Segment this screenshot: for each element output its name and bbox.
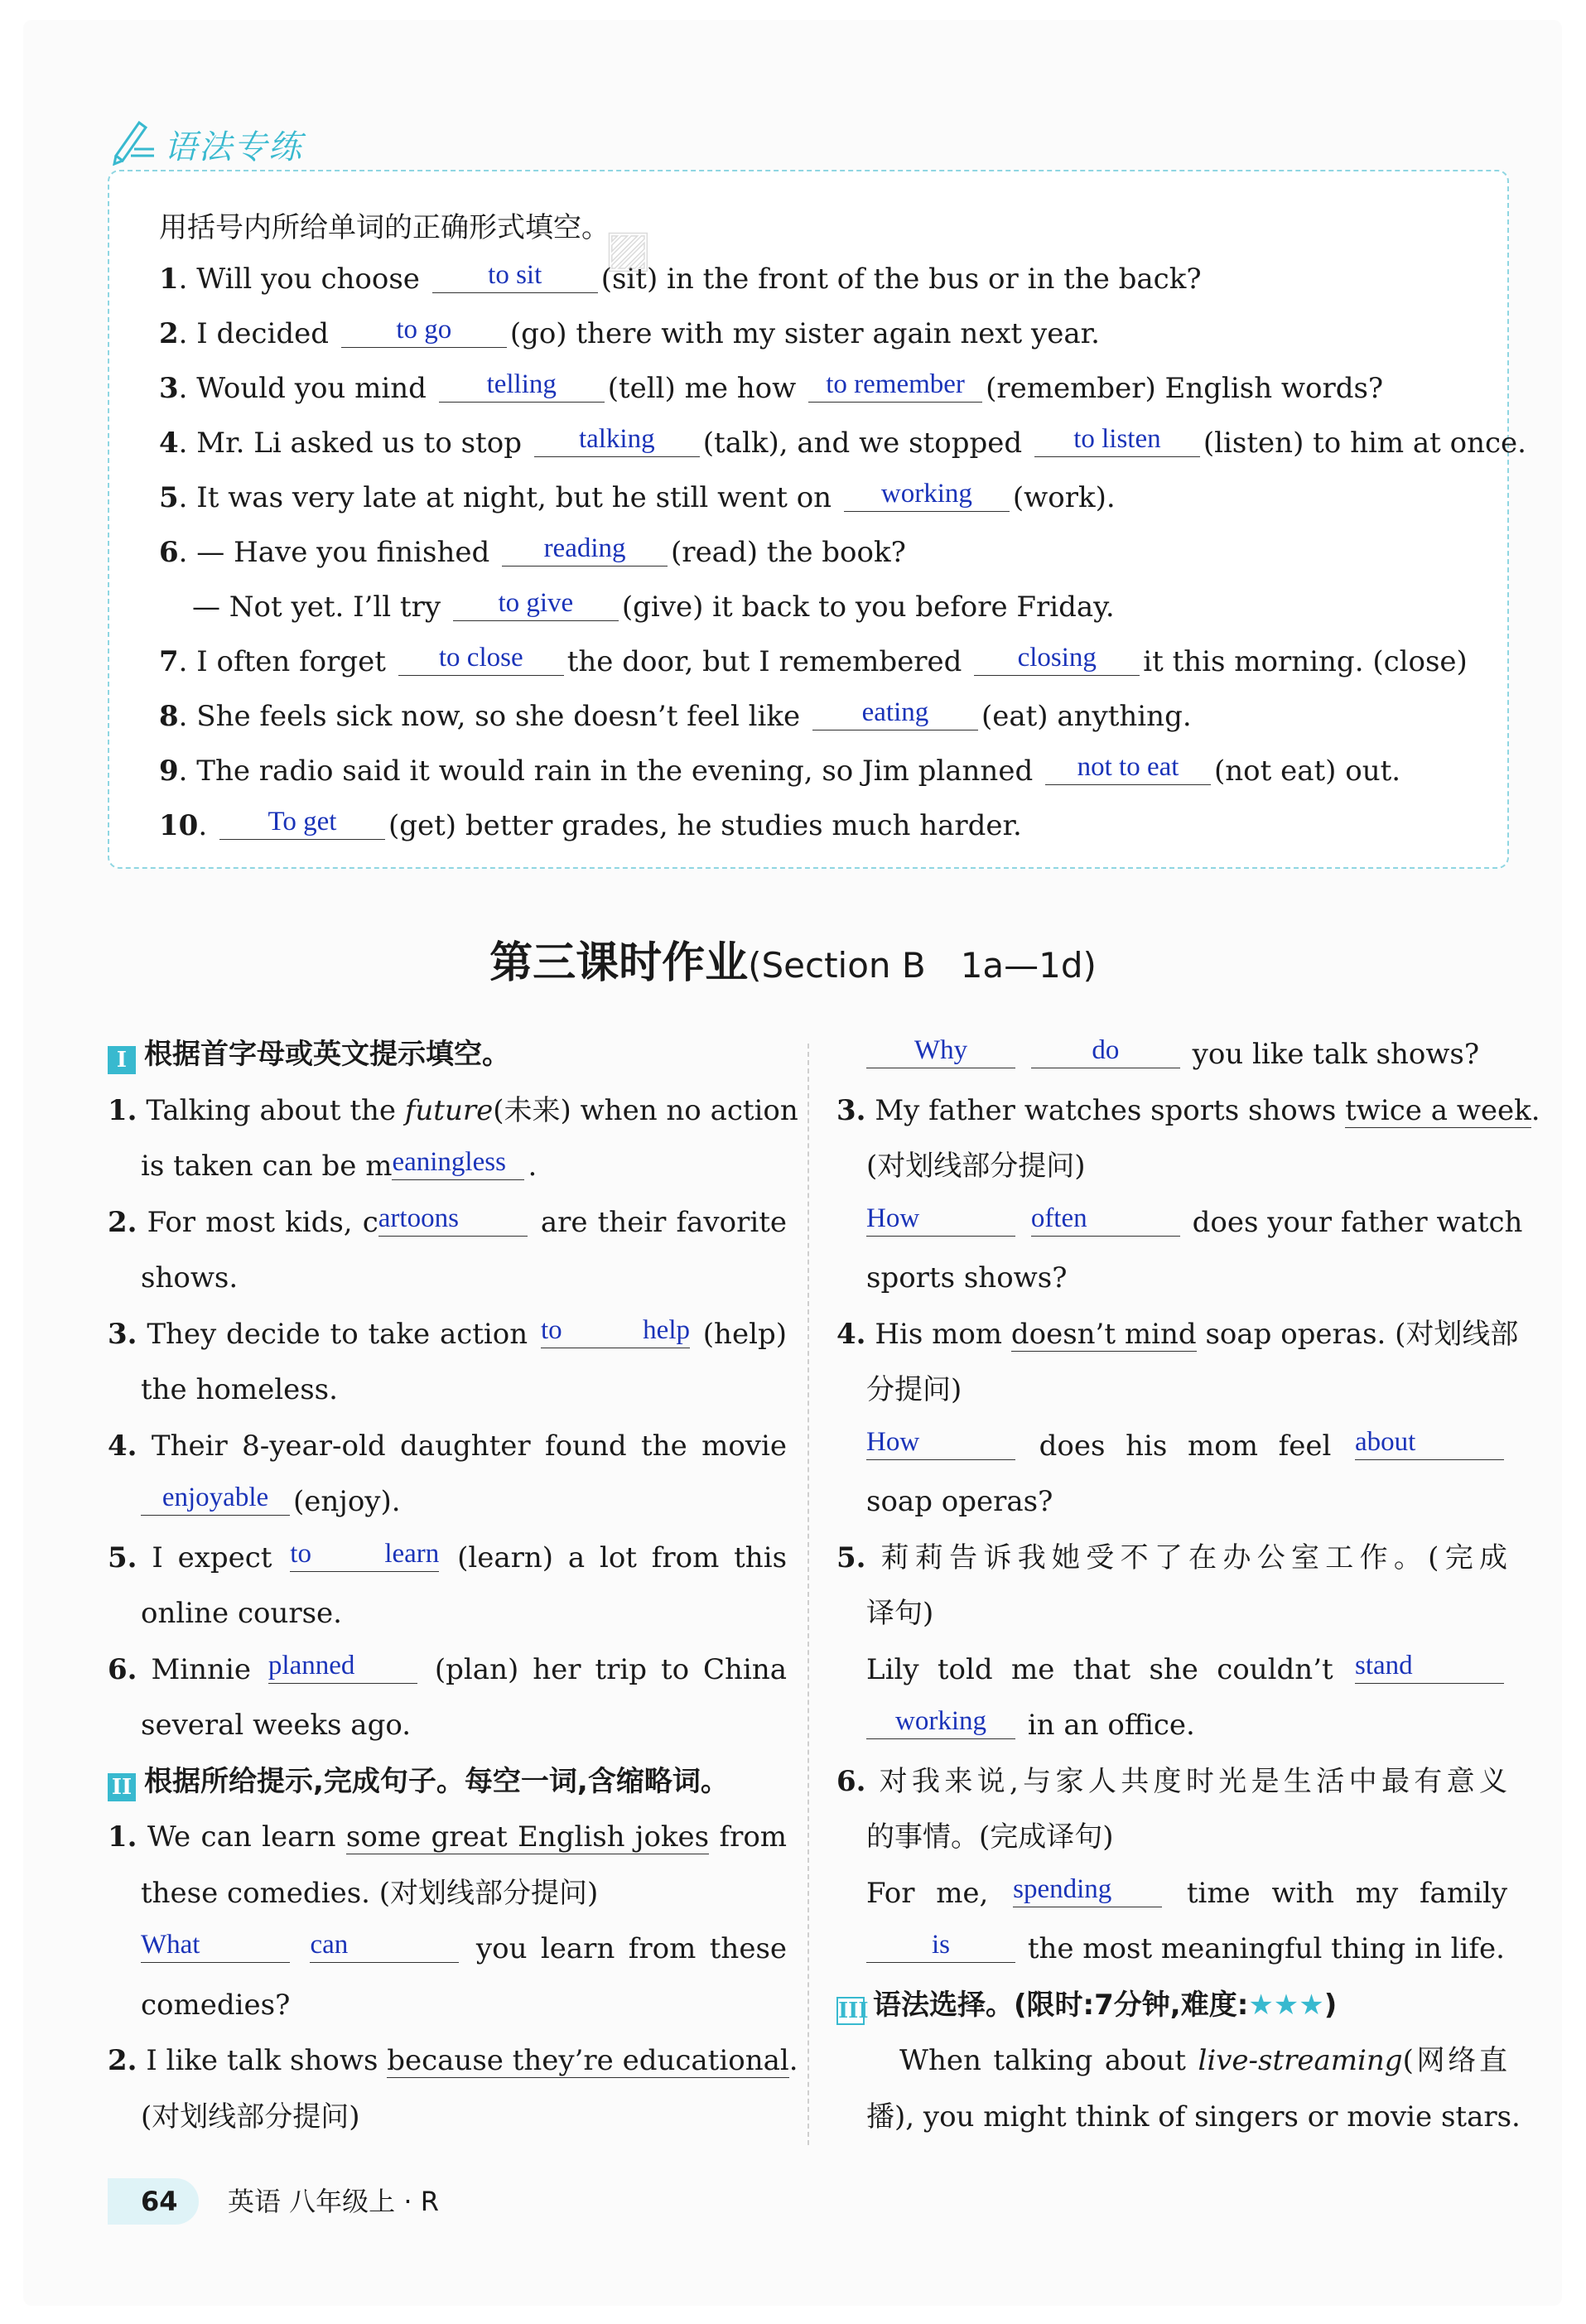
underlined-phrase: twice a week [1345, 1093, 1531, 1127]
answer-blank[interactable] [866, 1203, 1015, 1237]
text: — Not yet. I’ll try [192, 591, 441, 624]
grammar-item: 8. She feels sick now, so she doesn’t feel like eating (eat) anything. [159, 697, 1192, 733]
part3-paragraph-line1 [836, 2033, 1507, 2090]
text: 莉莉告诉我她受不了在办公室工作。(完成 [880, 1540, 1507, 1574]
answer-text: to go [396, 315, 452, 345]
answer-text: is [931, 1930, 950, 1960]
text: (plan) her trip to China [434, 1652, 787, 1686]
text: (read) the book? [671, 536, 906, 569]
text: you learn from these [475, 1932, 788, 1965]
part1-heading [108, 1027, 787, 1083]
part2-q3-line4 [836, 1251, 1507, 1307]
part2-q5-line1 [836, 1531, 1507, 1587]
text-italic: live-streaming [1198, 2044, 1403, 2077]
part2-q2-answer-line [836, 1027, 1507, 1083]
answer-text: to give [498, 588, 574, 618]
answer-text: often [1030, 1203, 1087, 1233]
part2-q1-line3 [108, 1921, 787, 1978]
answer-blank[interactable] [268, 1650, 417, 1684]
answer-blank[interactable] [1355, 1426, 1504, 1460]
answer-blank[interactable] [219, 806, 385, 840]
answer-blank[interactable] [432, 259, 598, 293]
part2-q2-line2 [108, 2090, 787, 2146]
answer-blank[interactable] [453, 587, 619, 621]
text: (eat) anything. [981, 700, 1192, 733]
underlined-phrase: doesn’t mind [1010, 1317, 1197, 1351]
part1-heading-text: 根据首字母或英文提示填空。 [144, 1038, 510, 1071]
answer-blank[interactable] [378, 1203, 528, 1237]
part2-q3-line3 [836, 1195, 1523, 1251]
answer-text: to remember [826, 369, 965, 399]
grammar-item: 9. The radio said it would rain in the evening, so Jim planned not to eat (not eat) out. [159, 752, 1401, 788]
answer-text: How [866, 1426, 920, 1457]
lesson-title [0, 928, 1586, 990]
part1-q1-line1 [108, 1083, 798, 1140]
answer-text: about [1355, 1426, 1416, 1457]
part2-q5-line2 [836, 1586, 1507, 1642]
part2-q6-line1 [836, 1754, 1507, 1811]
text: shows. [141, 1261, 239, 1295]
part1-q5-line1 [108, 1531, 787, 1587]
answer-text: What [141, 1930, 200, 1960]
text: (not eat) out. [1214, 755, 1401, 788]
answer-text: eating [861, 697, 929, 727]
answer-text: to close [438, 643, 523, 673]
part3-heading-end: ) [1323, 1988, 1338, 2022]
answer-text: How [866, 1203, 920, 1233]
answer-blank[interactable] [844, 478, 1010, 512]
part1-q6-line2 [108, 1698, 787, 1754]
text: (sit) in the front of the bus or in the back? [600, 263, 1202, 296]
part2-q4-line2 [836, 1362, 1507, 1419]
answer-blank[interactable] [398, 642, 564, 676]
text-italic: future [404, 1093, 494, 1127]
answer-blank[interactable] [392, 1146, 524, 1180]
text: (对划线部分提问) [866, 1150, 1086, 1183]
text: (enjoy). [293, 1485, 401, 1518]
answer-blank[interactable] [141, 1482, 290, 1516]
answer-blank[interactable] [866, 1034, 1015, 1068]
part2-q5-line4 [836, 1698, 1507, 1754]
part1-q3-line1 [108, 1307, 787, 1363]
question-number: 3. [836, 1093, 866, 1127]
question-number: 8 [159, 700, 179, 733]
part2-q1-line1 [108, 1810, 787, 1866]
text: (tell) me how [607, 372, 797, 405]
answer-text: planned [268, 1650, 355, 1680]
text: (未来) when no action [493, 1093, 798, 1127]
roman-numeral-badge: I [108, 1046, 136, 1074]
grammar-instruction: 用括号内所给单词的正确形式填空。 [159, 211, 610, 244]
part1-q1-line2 [108, 1139, 787, 1195]
answer-text: eaningless [392, 1147, 506, 1177]
section-title: 语法专练 [164, 128, 303, 166]
text: Their 8-year-old daughter found the movie [151, 1429, 787, 1463]
question-number: 10 [159, 809, 199, 842]
grammar-item: 2. I decided to go (go) there with my sister again next year. [159, 315, 1100, 350]
page-number: 64 [108, 2178, 199, 2225]
part2-q1-line4 [108, 1978, 787, 2034]
part2-q4-line3 [836, 1419, 1507, 1475]
text: the most meaningful thing in life. [1027, 1932, 1505, 1965]
text: They decide to take action [147, 1317, 528, 1351]
answer-blank[interactable] [541, 1314, 690, 1348]
question-number: 3. [108, 1317, 137, 1351]
part2-q4-line1 [836, 1307, 1519, 1363]
text: My father watches sports shows [875, 1093, 1337, 1127]
answer-blank[interactable] [341, 314, 507, 348]
answer-blank[interactable] [502, 533, 668, 567]
answer-text: enjoyable [161, 1483, 269, 1512]
text: you like talk shows? [1192, 1038, 1480, 1071]
question-number: 6 [159, 536, 179, 569]
answer-text: working [895, 1706, 986, 1736]
answer-blank[interactable] [866, 1426, 1015, 1460]
question-number: 1. [108, 1093, 137, 1127]
question-number: 5. [836, 1540, 866, 1574]
text: (get) better grades, he studies much harder. [388, 809, 1022, 842]
text: (remember) English words? [986, 372, 1384, 405]
difficulty-stars-icon: ★★★ [1248, 1988, 1324, 2022]
question-number: 6. [836, 1764, 866, 1798]
text: The radio said it would rain in the evening, so Jim planned [196, 755, 1034, 788]
text: I like talk shows [146, 2044, 378, 2077]
answer-blank[interactable] [1355, 1650, 1504, 1684]
watermark-icon [605, 207, 721, 290]
text: It was very late at night, but he still went on [196, 481, 832, 514]
text: (work). [1012, 481, 1116, 514]
answer-text: reading [543, 533, 626, 563]
text: soap operas? [866, 1485, 1053, 1518]
text: online course. [141, 1597, 342, 1630]
answer-blank[interactable] [439, 369, 605, 403]
text: soap operas. (对划线部 [1205, 1317, 1519, 1351]
part2-q3-line1 [836, 1083, 1540, 1140]
roman-numeral-badge: II [108, 1773, 136, 1801]
grammar-item: 10. To get (get) better grades, he studies much harder. [159, 807, 1022, 842]
question-number: 9 [159, 755, 179, 788]
text: For me, [866, 1876, 989, 1910]
part2-heading-text: 根据所给提示,完成句子。每空一词,含缩略词。 [144, 1764, 729, 1798]
text: . [528, 1150, 538, 1183]
text: 播), you might think of singers or movie stars. [866, 2100, 1521, 2134]
text: (go) there with my sister again next year. [509, 317, 1100, 350]
right-column [836, 1027, 1540, 2145]
text: the door, but I remembered [566, 645, 962, 678]
grammar-practice-box [108, 170, 1526, 869]
lesson-title-en: (Section B 1a—1d) [748, 945, 1097, 986]
text: Will you choose [196, 263, 420, 296]
part2-heading [108, 1754, 787, 1811]
question-number: 2 [159, 317, 179, 350]
question-number: 4. [108, 1429, 137, 1463]
text: in an office. [1027, 1709, 1195, 1742]
text: (listen) to him at once. [1203, 427, 1526, 460]
question-number: 7 [159, 645, 179, 678]
part2-q2-line1 [108, 2033, 798, 2090]
text: Would you mind [196, 372, 427, 405]
pen-icon [108, 116, 157, 166]
part2-q5-line3 [836, 1642, 1507, 1699]
answer-text: to learn [290, 1538, 440, 1569]
roman-numeral-badge: III [838, 1998, 869, 2023]
first-letter-hint: c [362, 1205, 378, 1239]
answer-blank[interactable] [974, 642, 1140, 676]
column-divider [807, 1044, 809, 2145]
svg-text:▨: ▨ [605, 219, 652, 277]
grammar-item [159, 580, 1501, 634]
part1-q5-line2 [108, 1586, 787, 1642]
part2-q6-line3 [836, 1866, 1507, 1922]
text: 的事情。(完成译句) [866, 1820, 1114, 1854]
question-number: 1 [159, 263, 179, 296]
grammar-items [159, 252, 1526, 853]
lesson-title-zh: 第三课时作业 [489, 938, 749, 988]
answer-text: to listen [1073, 424, 1161, 454]
part2-q6-line2 [836, 1810, 1507, 1866]
answer-text: telling [486, 369, 557, 399]
answer-blank[interactable] [1013, 1873, 1162, 1907]
text: Mr. Li asked us to stop [196, 427, 522, 460]
answer-text: To get [268, 807, 337, 837]
text: When talking about [899, 2044, 1186, 2077]
grammar-item: 6. — Have you finished reading (read) the book? [159, 533, 906, 569]
text: it this morning. (close) [1143, 645, 1468, 678]
text: — Have you finished [196, 536, 490, 569]
answer-text: closing [1017, 643, 1097, 673]
part3-heading-text: 语法选择。(限时:7分钟,难度: [873, 1988, 1249, 2022]
text: time with my family [1186, 1876, 1508, 1910]
grammar-item: 7. I often forget to close the door, but I remembered closing it this morning. (close) [159, 643, 1468, 678]
text: comedies? [141, 1988, 291, 2022]
answer-text: artoons [378, 1203, 459, 1233]
grammar-item: 3. Would you mind telling (tell) me how to remember (remember) English words? [159, 369, 1384, 405]
answer-text: talking [578, 424, 655, 454]
answer-blank[interactable] [1031, 1203, 1180, 1237]
text: is taken can be [141, 1150, 357, 1183]
question-number: 5. [108, 1540, 137, 1574]
part1-q3-line2 [108, 1362, 787, 1419]
part1-q4-line1 [108, 1419, 787, 1475]
question-number: 1. [108, 1820, 137, 1854]
grammar-item: 1. Will you choose to sit (sit) in the front of the bus or in the back? [159, 260, 1202, 296]
answer-blank[interactable] [1045, 751, 1211, 785]
text: For most kids, [147, 1205, 353, 1239]
answer-blank[interactable] [141, 1929, 290, 1963]
answer-text: to help [540, 1314, 690, 1345]
text: . [1531, 1093, 1540, 1127]
answer-text: to sit [488, 260, 542, 290]
part3-paragraph-line2 [836, 2090, 1521, 2146]
answer-blank[interactable] [812, 697, 978, 730]
answer-blank[interactable] [808, 369, 982, 403]
text: (talk), and we stopped [702, 427, 1023, 460]
text: His mom [875, 1317, 1003, 1351]
answer-text: stand [1355, 1650, 1413, 1680]
text: these comedies. (对划线部分提问) [141, 1876, 599, 1910]
question-number: 4 [159, 427, 179, 460]
underlined-phrase: some great English jokes [345, 1820, 710, 1854]
text: I expect [152, 1540, 272, 1574]
text: sports shows? [866, 1261, 1068, 1295]
text: (help) [702, 1317, 787, 1351]
question-number: 5 [159, 481, 179, 514]
answer-text: working [880, 479, 972, 509]
answer-blank[interactable] [290, 1538, 439, 1572]
underlined-phrase: because they’re educational [387, 2044, 789, 2077]
answer-blank[interactable] [534, 423, 700, 457]
question-number: 6. [108, 1652, 137, 1686]
text: from [719, 1820, 788, 1854]
answer-text: not to eat [1077, 752, 1179, 782]
answer-text: do [1092, 1035, 1120, 1065]
left-column [108, 1027, 798, 2145]
text: I decided [196, 317, 329, 350]
text: does his mom feel [1039, 1429, 1332, 1463]
grammar-item: 5. It was very late at night, but he still went on working (work). [159, 479, 1116, 514]
text: (give) it back to you before Friday. [621, 591, 1115, 624]
answer-text: Why [914, 1035, 968, 1065]
text: I often forget [196, 645, 386, 678]
part3-heading [836, 1978, 1507, 2034]
question-number: 3 [159, 372, 179, 405]
book-title: 英语 八年级上 · R [228, 2186, 439, 2217]
part2-q6-line4 [836, 1921, 1507, 1978]
text: (对划线部分提问) [141, 2100, 360, 2134]
text: 对我来说,与家人共度时光是生活中最有意义 [879, 1764, 1507, 1798]
question-number: 2. [108, 2044, 137, 2077]
part1-q4-line2 [108, 1474, 787, 1531]
part1-q2-line1 [108, 1195, 787, 1251]
answer-text: can [310, 1930, 349, 1960]
text: (网络直 [1402, 2044, 1507, 2077]
text: We can learn [147, 1820, 336, 1854]
part2-q1-line2 [108, 1866, 787, 1922]
question-number: 2. [108, 1205, 137, 1239]
question-number: 4. [836, 1317, 866, 1351]
text: 译句) [866, 1597, 934, 1630]
part2-q3-line2 [836, 1139, 1507, 1195]
text: the homeless. [141, 1373, 338, 1406]
answer-blank[interactable] [1034, 423, 1200, 457]
answer-text: spending [1013, 1873, 1112, 1904]
part1-q2-line2 [108, 1251, 787, 1307]
text: are their favorite [540, 1205, 787, 1239]
text: several weeks ago. [141, 1709, 412, 1742]
part2-q4-line4 [836, 1474, 1507, 1531]
text: 分提问) [866, 1373, 962, 1406]
answer-blank[interactable] [310, 1929, 459, 1963]
answer-blank[interactable] [1031, 1034, 1180, 1068]
text: . [788, 2044, 798, 2077]
part1-q6-line1 [108, 1642, 787, 1699]
text: Lily told me that she couldn’t [866, 1652, 1333, 1686]
text: Talking about the [146, 1093, 396, 1127]
text: (learn) a lot from this [457, 1540, 788, 1574]
text: Minnie [151, 1652, 251, 1686]
first-letter-hint: m [365, 1150, 393, 1183]
answer-blank[interactable] [866, 1929, 1015, 1963]
grammar-item: 4. Mr. Li asked us to stop talking (talk), and we stopped to listen (listen) to him at once. [159, 424, 1526, 460]
text: She feels sick now, so she doesn’t feel like [196, 700, 801, 733]
answer-blank[interactable] [866, 1705, 1015, 1739]
text: does your father watch [1192, 1205, 1523, 1239]
